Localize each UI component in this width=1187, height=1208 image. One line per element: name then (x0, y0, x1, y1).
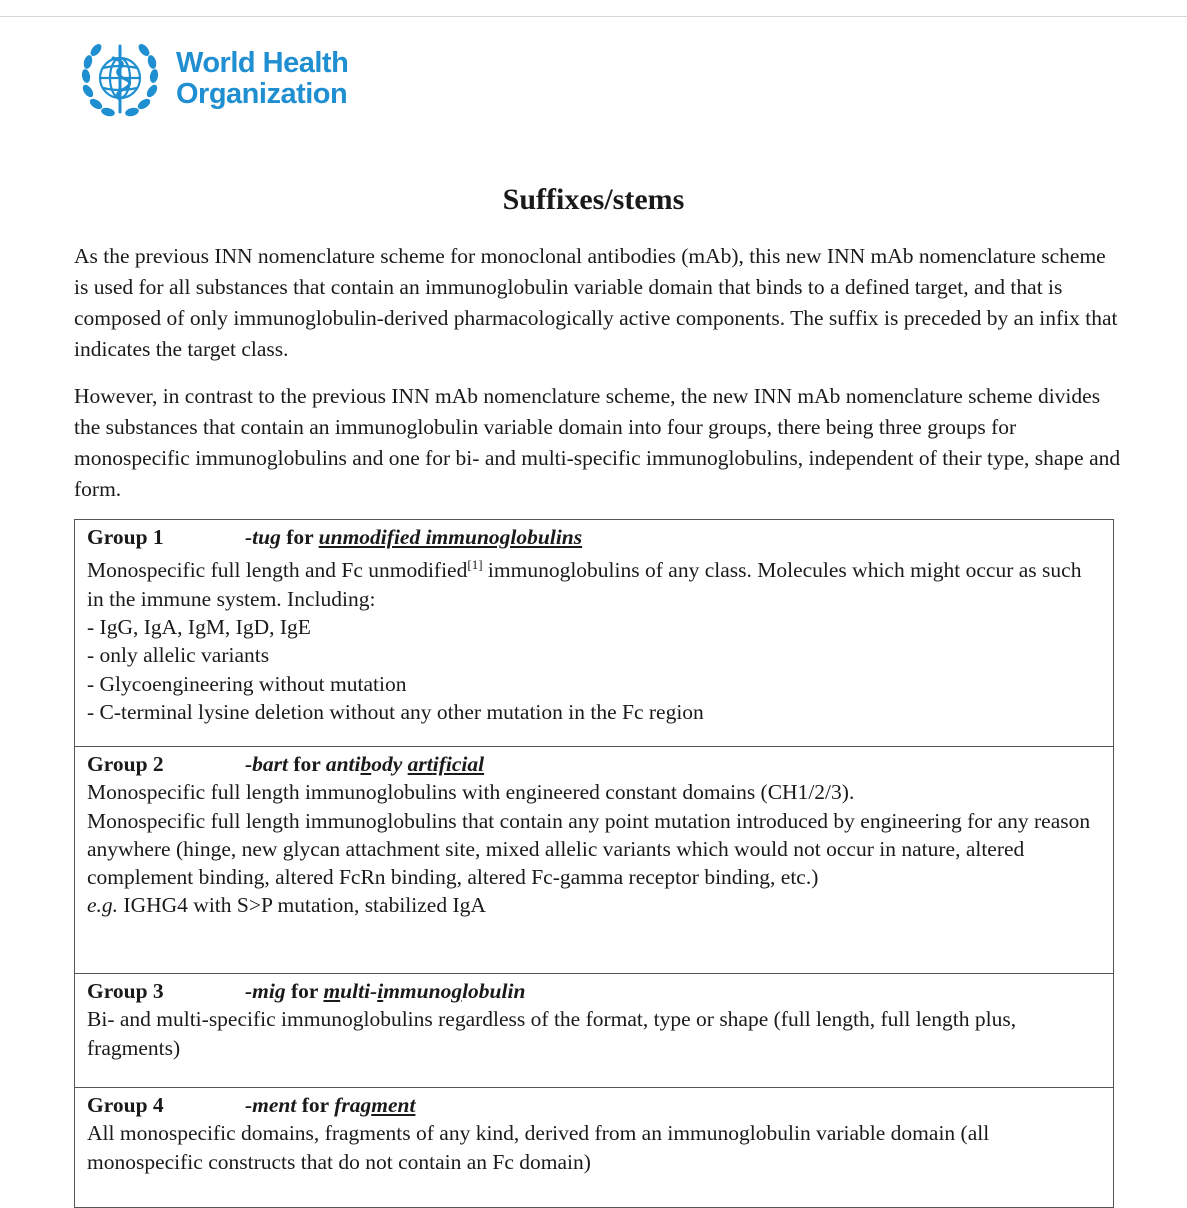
group-3-name: Group 3 (87, 979, 164, 1003)
group-1-heading (87, 523, 1101, 551)
group-3-heading (87, 977, 1101, 1005)
group-3-meaning-part: mmuno (383, 979, 452, 1003)
group-1-for: for (286, 525, 314, 549)
group-2-meaning-part: art (407, 752, 433, 776)
group-1-suffix: -tug (245, 525, 281, 549)
organization-name-line2: Organization (176, 78, 348, 110)
group-4-description: All monospecific domains, fragments of any kind, derived from an immunoglobulin variable domain (all monospecific constructs that do not contain an Fc domain) (87, 1121, 990, 1174)
group-3-meaning (323, 979, 525, 1003)
group-1-description (87, 551, 1101, 613)
list-item: - C-terminal lysine deletion without any other mutation in the Fc region (87, 699, 704, 724)
group-3-meaning-part: lobulin (462, 979, 526, 1003)
organization-name (176, 48, 348, 110)
group-2-example-text: IGHG4 with S>P mutation, stabilized IgA (118, 893, 486, 918)
group-3-for: for (290, 979, 319, 1003)
group-2-for: for (293, 752, 321, 776)
group-3-meaning-part: i (377, 979, 384, 1003)
group-4-for: for (301, 1093, 329, 1117)
intro-paragraph: As the previous INN nomenclature scheme for monoclonal antibodies (mAb), this new INN mAb nomenclature scheme is used for all substances that contain an immunoglobulin variable domain that binds to a defined target, and that is composed of only immunoglobulin-derived pharmacologically active components. The suffix is preceded by an infix that indicates the target class. (74, 244, 1118, 361)
group-3-suffix: -mig (245, 979, 286, 1003)
group-4-name: Group 4 (87, 1093, 164, 1117)
top-divider (0, 0, 1187, 17)
group-2-meaning-part: b (360, 752, 372, 776)
group-2-eg: e.g. (87, 893, 119, 918)
group-3-meaning-part: ulti- (340, 979, 378, 1003)
group-2-name: Group 2 (87, 752, 164, 776)
contrast-paragraph: However, in contrast to the previous INN mAb nomenclature scheme, the new INN mAb nomenclature scheme divides the substances that contain an immunoglobulin variable domain into four groups, there being three groups for monospecific immunoglobulins and one for bi- and multi-specific immunoglobulins, independent of their type, shape and form. (74, 384, 1121, 501)
group-4-meaning-part: frag (334, 1093, 372, 1117)
group-4-meaning-part: ment (371, 1093, 416, 1117)
group-1-meaning-u: unmodified immunoglobulins (318, 525, 583, 549)
group-1-meaning (319, 525, 582, 549)
group-3-meaning-part: g (451, 979, 463, 1003)
group-3-cell (75, 974, 1113, 1088)
group-2-meaning-part: ificial (432, 752, 485, 776)
group-1-cell (75, 520, 1113, 747)
list-item: - IgG, IgA, IgM, IgD, IgE (87, 615, 311, 640)
group-2-example (87, 891, 1101, 919)
group-2-line-2: Monospecific full length immunoglobulins that contain any point mutation introduced by engineering for any reason anywhere (hinge, new glycan attachment site, mixed allelic variants which would not occur in nature, altered complement binding, altered FcRn binding, altered Fc-gamma receptor binding, etc.) (87, 808, 1091, 890)
group-1-desc-b: immunoglobulins of any class. Molecules which might occur as such in the immune system. Including: (87, 558, 1082, 611)
who-logo (72, 36, 348, 122)
list-item: - Glycoengineering without mutation (87, 671, 407, 696)
group-4-suffix: -ment (245, 1093, 297, 1117)
group-2-line-1: Monospecific full length immunoglobulins with engineered constant domains (CH1/2/3). (87, 780, 855, 805)
group-2-suffix: -bart (245, 752, 288, 776)
group-2-heading (87, 750, 1101, 778)
groups-table (74, 519, 1114, 1208)
group-2-meaning-part: anti (325, 752, 361, 776)
who-emblem-icon (72, 36, 168, 122)
organization-name-line1: World Health (176, 47, 349, 79)
group-1-desc-a: Monospecific full length and Fc unmodified (87, 558, 468, 583)
group-4-heading (87, 1091, 1101, 1119)
group-2-meaning-part: ody (371, 752, 408, 776)
group-3-description: Bi- and multi-specific immunoglobulins regardless of the format, type or shape (full length, full length plus, fragments) (87, 1007, 1017, 1060)
group-2-meaning (326, 752, 484, 776)
page-title: Suffixes/stems (502, 183, 685, 216)
group-1-name: Group 1 (87, 525, 164, 549)
list-item: - only allelic variants (87, 643, 270, 668)
group-4-meaning (334, 1093, 415, 1117)
group-1-footnote: [1] (467, 557, 483, 573)
group-3-meaning-part: m (323, 979, 341, 1003)
group-4-cell (75, 1088, 1113, 1208)
group-2-cell (75, 747, 1113, 974)
